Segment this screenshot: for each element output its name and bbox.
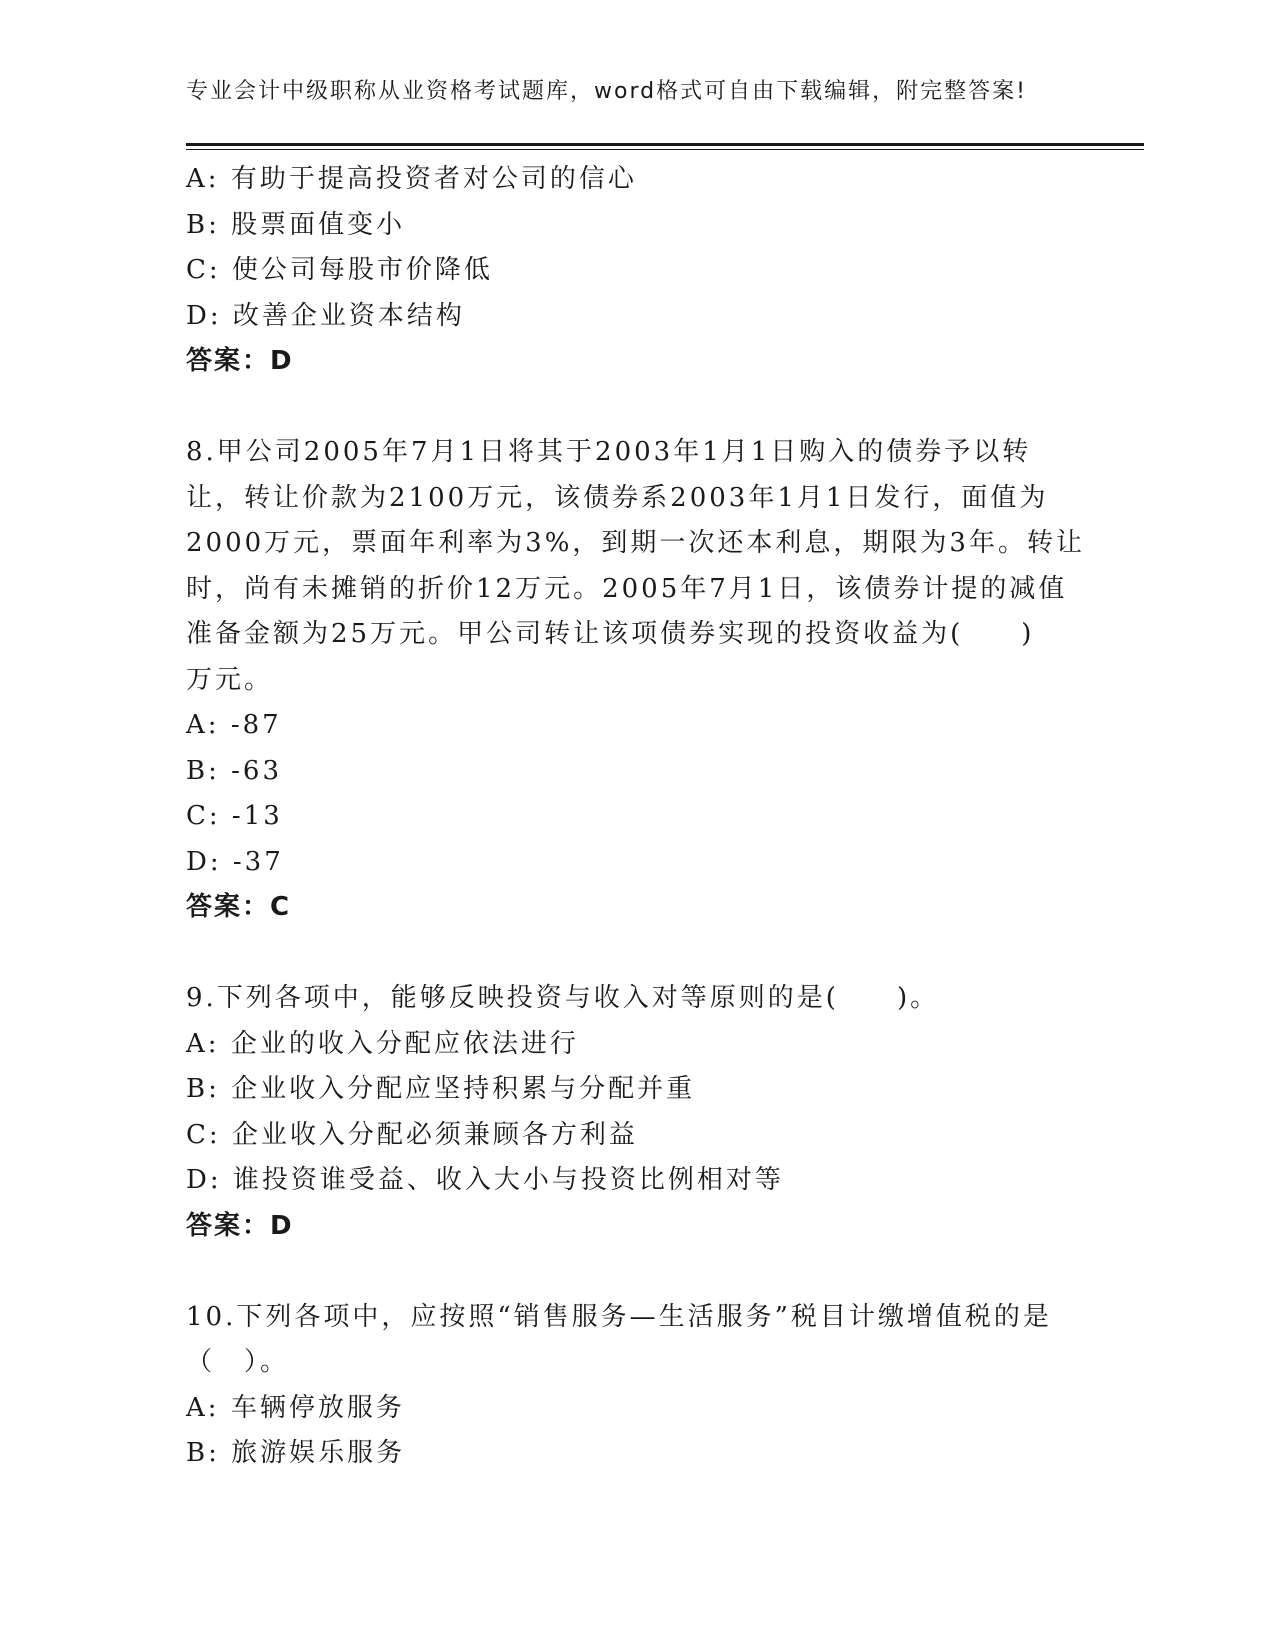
spacer xyxy=(186,385,1086,431)
question-text-line: 10.下列各项中，应按照“销售服务—生活服务”税目计缴增值税的是 xyxy=(186,1301,1052,1332)
question-text-line: 2000万元，票面年利率为3%，到期一次还本利息，期限为3年。转让 xyxy=(186,528,1085,558)
option-a: A: 车辆停放服务 xyxy=(186,1392,405,1423)
question-text-line: （ ）。 xyxy=(186,1347,290,1377)
option-b: B: 企业收入分配应坚持积累与分配并重 xyxy=(186,1074,696,1104)
option-c: C: 使公司每股市价降低 xyxy=(186,255,493,285)
answer-line: 答案：D xyxy=(186,1210,294,1241)
option-d: D: 谁投资谁受益、收入大小与投资比例相对等 xyxy=(186,1165,784,1195)
option-a: A: 有助于提高投资者对公司的信心 xyxy=(186,164,637,194)
question-9 xyxy=(186,976,1086,1249)
question-text-line: 8.甲公司2005年7月1日将其于2003年1月1日购入的债券予以转 xyxy=(186,437,1032,467)
question-content xyxy=(186,157,1086,1477)
question-text-line: 时，尚有未摊销的折价12万元。2005年7月1日，该债券计提的减值 xyxy=(186,573,1068,604)
option-b: B: 股票面值变小 xyxy=(186,209,406,240)
question-7-options xyxy=(186,157,1086,385)
question-text-line: 万元。 xyxy=(186,664,274,695)
question-10 xyxy=(186,1295,1086,1477)
answer-line: 答案：D xyxy=(186,346,294,376)
option-d: D: -37 xyxy=(186,846,284,877)
page-header: 专业会计中级职称从业资格考试题库，word格式可自由下载编辑，附完整答案! xyxy=(186,79,1027,104)
option-d: D: 改善企业资本结构 xyxy=(186,300,465,331)
option-a: A: 企业的收入分配应依法进行 xyxy=(186,1028,579,1059)
question-text-line: 准备金额为25万元。甲公司转让该项债券实现的投资收益为( ) xyxy=(186,619,1035,649)
answer-line: 答案：C xyxy=(186,892,292,922)
spacer xyxy=(186,1249,1086,1295)
question-8 xyxy=(186,430,1086,931)
option-b: B: -63 xyxy=(186,755,283,786)
option-c: C: 企业收入分配必须兼顾各方利益 xyxy=(186,1119,638,1150)
question-text-line: 让，转让价款为2100万元，该债券系2003年1月1日发行，面值为 xyxy=(186,482,1049,513)
header-divider-thick xyxy=(186,143,1144,146)
header-divider-thin xyxy=(186,149,1144,150)
spacer xyxy=(186,931,1086,977)
option-c: C: -13 xyxy=(186,801,283,831)
option-b: B: 旅游娱乐服务 xyxy=(186,1438,406,1468)
option-a: A: -87 xyxy=(186,710,282,740)
question-text-line: 9.下列各项中，能够反映投资与收入对等原则的是( )。 xyxy=(186,983,940,1013)
